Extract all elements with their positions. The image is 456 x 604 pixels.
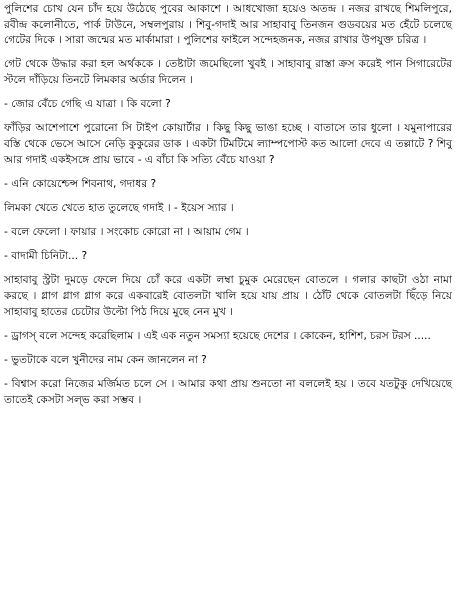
dialogue-line: - ড্রাগস্ বলে সন্দেহ করেছিলাম । এই এক নতুন সমস্যা হয়েছে দেশের । কোকেন, হাশিশ, চরস টরস ..... <box>4 329 431 342</box>
dialogue-line: - জোর বেঁচে গেছি এ যাত্রা । কি বলো ? <box>4 98 171 111</box>
dialogue-line: - এনি কোয়েশ্চেন্স শিবনাথ, গদাধর ? <box>4 177 157 190</box>
dialogue-line: - বিশ্বাস করো নিজের মর্জিমত চলে সে । আমার কথা প্রায় শুনতো না বললেই হয় । তবে যতটুকু দেখিয়েছে তাতেই কেসটা সল্ভ করা সম্ভব । <box>4 378 452 406</box>
paragraph-limca: লিমকা খেতে খেতে হাত তুলেছে গদাই । - ইয়েস স্যার । <box>4 201 234 214</box>
dialogue-line: - বাদামী চিনিটা... ? <box>4 250 88 263</box>
paragraph-police-watch: পুলিশের চোখ যেন চাঁদ হয়ে উঠেছে পুবের আকাশে । আধখোজা হয়েও অতন্দ্র । নজর রাখছে শিমলিপুরে, রবীন্দ্র কলোনীতে, পার্ক টাউনে, সম্বলপুরায় । শিবু-গদাই আর সাহাবাবু তিনজন গুডবয়ের মত হেঁটে চলেছে গেটের দিকে । সারা জন্মের মত মার্কামারা । পুলিশের ফাইলে সন্দেহজনক, নজর রাখার উপযুক্ত চরিত্র । <box>4 3 452 47</box>
paragraph-gate-rescue: গেট থেকে উদ্ধার করা হল অর্থককে । তেষ্টাটা জমেছিলো খুবই । সাহাবাবু রাস্তা ক্রস করেই পান সিগারেটের স্টলে দাঁড়িয়ে তিনটে লিমকার অর্ডার দিলেন । <box>4 58 452 86</box>
dialogue-line: - বলে ফেলো । ফায়ার । সংকোচ কোরো না । আয়াম গেম । <box>4 226 249 239</box>
paragraph-bottle: সাহাবাবু স্ট্রটা দুমড়ে ফেলে দিয়ে চোঁ করে একটা লম্বা চুমুক মেরেছেন বোতলে । গলার কাছটা ওঠা নামা করছে । গ্লাগ গ্লাগ গ্লাগ করে একবারেই বোতলটা খালি হয়ে যায় প্রায় । ঠোঁট থেকে বোতলটা ছিঁড়ে নিয়ে সাহাবাবু হাতের চেটোর উল্টো পিঠ দিয়ে মুছে নেন মুখ । <box>4 274 452 318</box>
paragraph-quarters: ফাঁড়ির আশেপাশে পুরোনো সি টাইপ কোয়ার্টার । কিছু কিছু ভাঙা হচ্ছে । বাতাসে তার ধুলো । যমুনাপারের বস্তি থেকে ভেসে আসে নেড়ি কুকুরের ডাক । একটা টিমটিমে ল্যাম্পপোস্ট কত আলো দেবে এ তল্লাটে ? শিবু আর গদাই একইসঙ্গে প্রায় ভাবে - এ বাঁচা কি সত্যি বেঁচে যাওয়া ? <box>4 122 452 166</box>
dialogue-line: - ভুতটাকে বলে খুনীদের নাম কেন জানলেন না ? <box>4 354 207 367</box>
